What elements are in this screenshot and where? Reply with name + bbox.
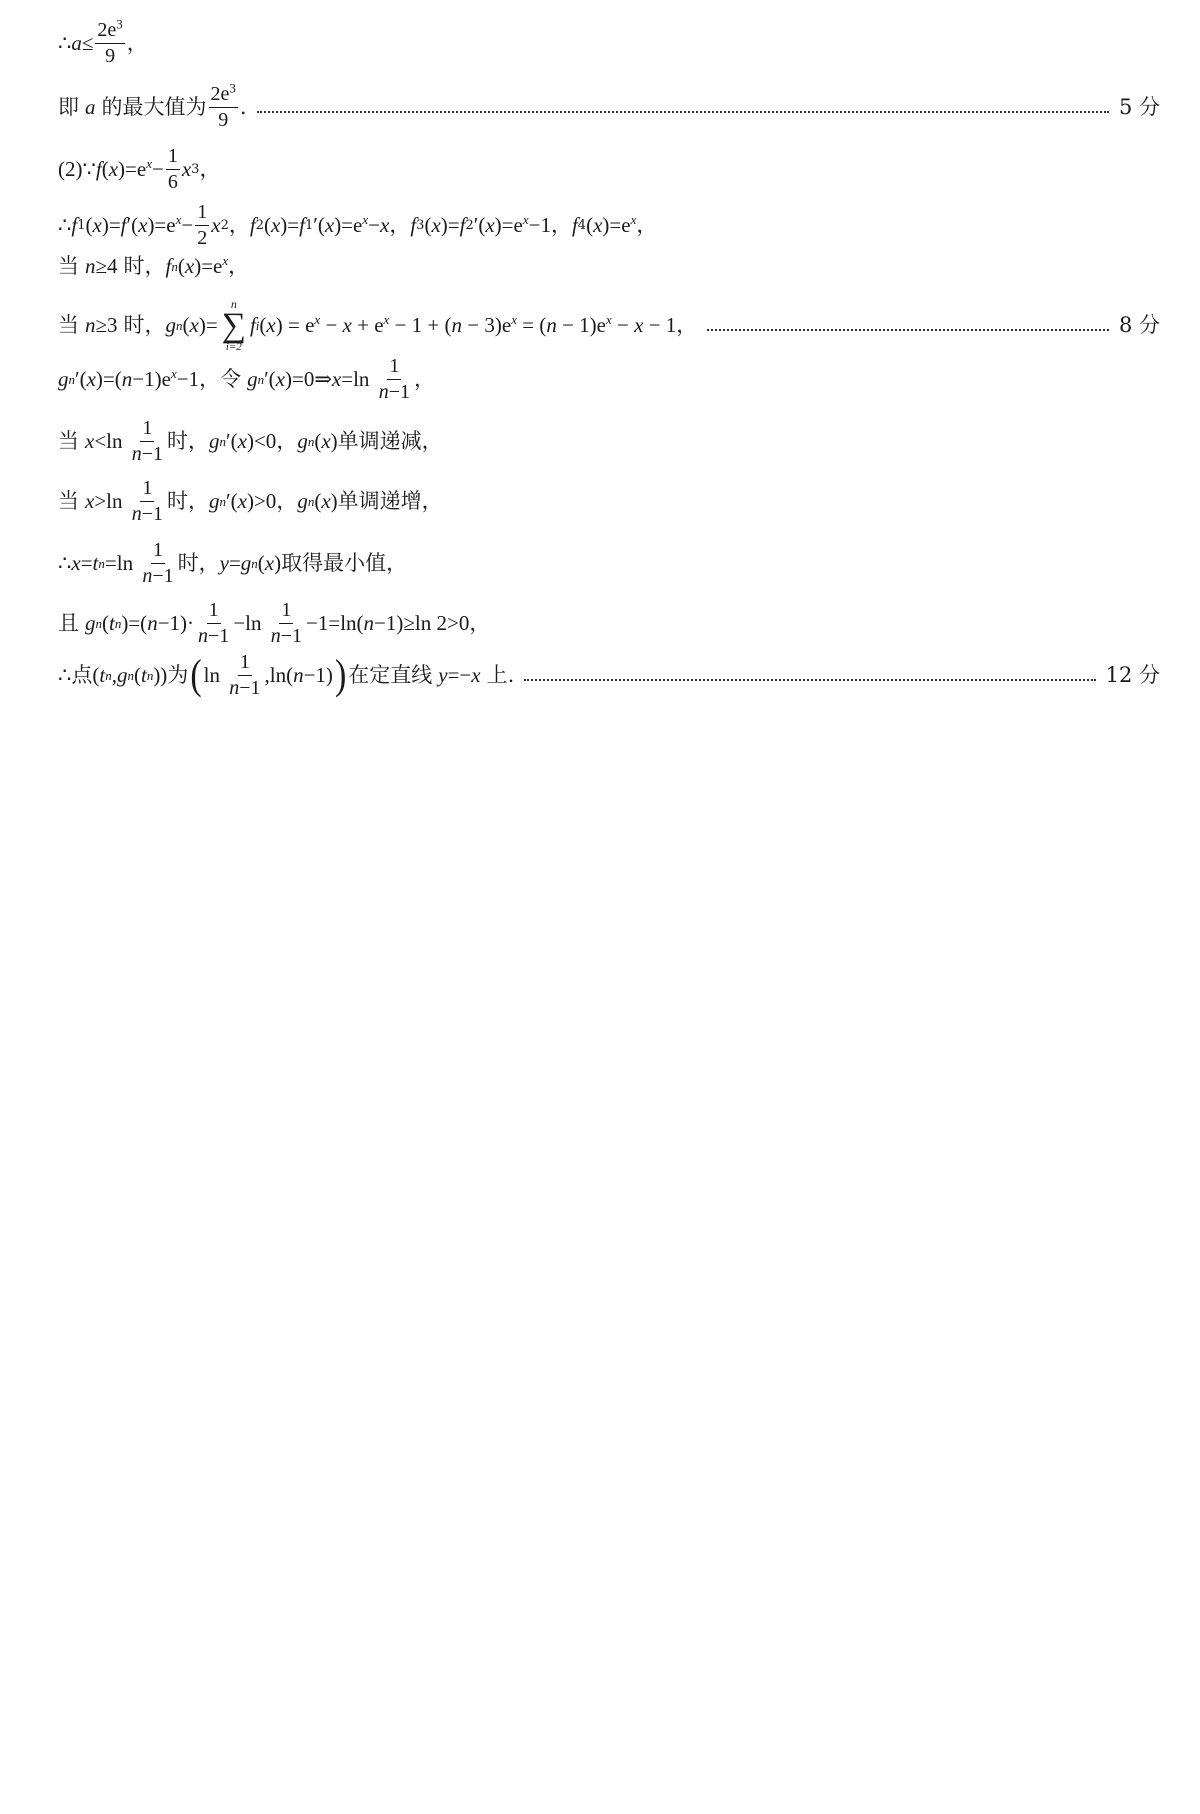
fraction: $\frac{2e^3}{9}$ bbox=[97, 16, 123, 67]
line-7: g n ′( x )=( n $-1)e^x-1$ ， 令 g n ′( x )=0⇒ x =ln $\frac{1}{n-1}$ ， bbox=[58, 355, 435, 403]
fraction: $\frac{1}{n-1}$ bbox=[142, 539, 174, 587]
line-4: ∴ f 1 ( x )= f ′( x )$=e^x-$ $\frac{1}{2}$ x 2 ， f 2 ( x )= f 1 ′( x )$=e^x-$ x ， f 3 ( x )= f 2 ′( x )$=e^x-1$ ， f 4 ( x )$=e^x$ ， bbox=[58, 201, 658, 249]
text: 时 bbox=[123, 254, 145, 278]
text: 点 bbox=[71, 663, 93, 687]
text: 当 bbox=[58, 489, 79, 513]
text: 为 bbox=[167, 663, 189, 687]
score-label: 8 分 bbox=[1118, 313, 1160, 338]
text: 即 bbox=[58, 95, 79, 119]
var-a: a bbox=[85, 95, 96, 119]
summation: n ∑ i=2 bbox=[221, 297, 246, 354]
text: 当 bbox=[58, 429, 79, 453]
line-2: 即 a 的最大值为 $\frac{2e^3}{9}$ . 5 分 bbox=[58, 80, 1160, 131]
text: 时 bbox=[167, 489, 189, 513]
fraction: $\frac{1}{n-1}$ bbox=[131, 477, 164, 525]
fraction: $\frac{1}{n-1}$ bbox=[270, 599, 303, 647]
line-10: ∴ x = t n =ln $\frac{1}{n-1}$ 时 ， y = g n ( x ) 取得最小值 ， bbox=[58, 539, 408, 587]
text: 时 bbox=[123, 313, 145, 338]
text: 取得最小值 bbox=[281, 551, 387, 575]
line-11: 且 g n ( t n )=( n −1)· $\frac{1}{n-1}$ −ln $\frac{1}{n-1}$ −1=ln( n −1)≥ln 2>0 ， bbox=[58, 599, 491, 647]
fraction: $\frac{1}{2}$ bbox=[197, 201, 208, 249]
fraction: $\frac{2e^3}{9}$ bbox=[210, 80, 236, 131]
line-5: 当 n ≥4 时 ， f n ( x )$=e^x$ ， bbox=[58, 253, 250, 278]
line-9: 当 x >ln $\frac{1}{n-1}$ 时 ， g n ′( x )>0 ， g n ( x ) 单调递增 ， bbox=[58, 477, 443, 525]
score-label: 5 分 bbox=[1118, 95, 1160, 119]
fraction: $\frac{1}{6}$ bbox=[167, 145, 178, 193]
fraction: $\frac{1}{n-1}$ bbox=[131, 417, 164, 465]
text: 的最大值为 bbox=[101, 95, 207, 119]
score-label: 12 分 bbox=[1105, 663, 1160, 687]
text: 上. bbox=[486, 663, 515, 687]
text: 在定直线 bbox=[348, 663, 433, 687]
text: 时 bbox=[177, 551, 199, 575]
text: 令 bbox=[220, 367, 242, 391]
line-8: 当 x <ln $\frac{1}{n-1}$ 时 ， g n ′( x )<0 ， g n ( x ) 单调递减 ， bbox=[58, 417, 443, 465]
text: 单调递增 bbox=[337, 489, 422, 513]
text: 当 bbox=[58, 313, 79, 338]
fraction: $\frac{1}{n-1}$ bbox=[198, 599, 230, 647]
line-3: (2)∵ f ( x )$=e^x-$ $\frac{1}{6}$ x 3 ， bbox=[58, 145, 221, 193]
line-1: ∴ a ≤ $\frac{2e^3}{9}$ ， bbox=[58, 16, 148, 67]
line-12: ∴ 点 ( t n , g n ( t n )) 为 ( ln $\frac{1}{n-1}$ ,ln( n −1) ) 在定直线 y =− x 上. 12 分 bbox=[58, 651, 1160, 699]
text: 时 bbox=[167, 429, 189, 453]
text: 单调递减 bbox=[337, 429, 422, 453]
fraction: $\frac{1}{n-1}$ bbox=[378, 355, 410, 403]
line-6: 当 n ≥3 时 ， g n ( x )= n ∑ i=2 f i ( x ) = $e^x$ − x + $e^x - 1$ + ( n − $3)e^x$ = ( n − $1)e^x$ − x − 1 ， 8 分 bbox=[58, 297, 1160, 354]
text: 且 bbox=[58, 611, 79, 635]
leader-dots bbox=[707, 329, 1109, 331]
fraction: $\frac{1}{n-1}$ bbox=[229, 651, 261, 699]
text: 当 bbox=[58, 254, 79, 278]
leader-dots bbox=[524, 679, 1095, 681]
leader-dots bbox=[257, 111, 1109, 113]
